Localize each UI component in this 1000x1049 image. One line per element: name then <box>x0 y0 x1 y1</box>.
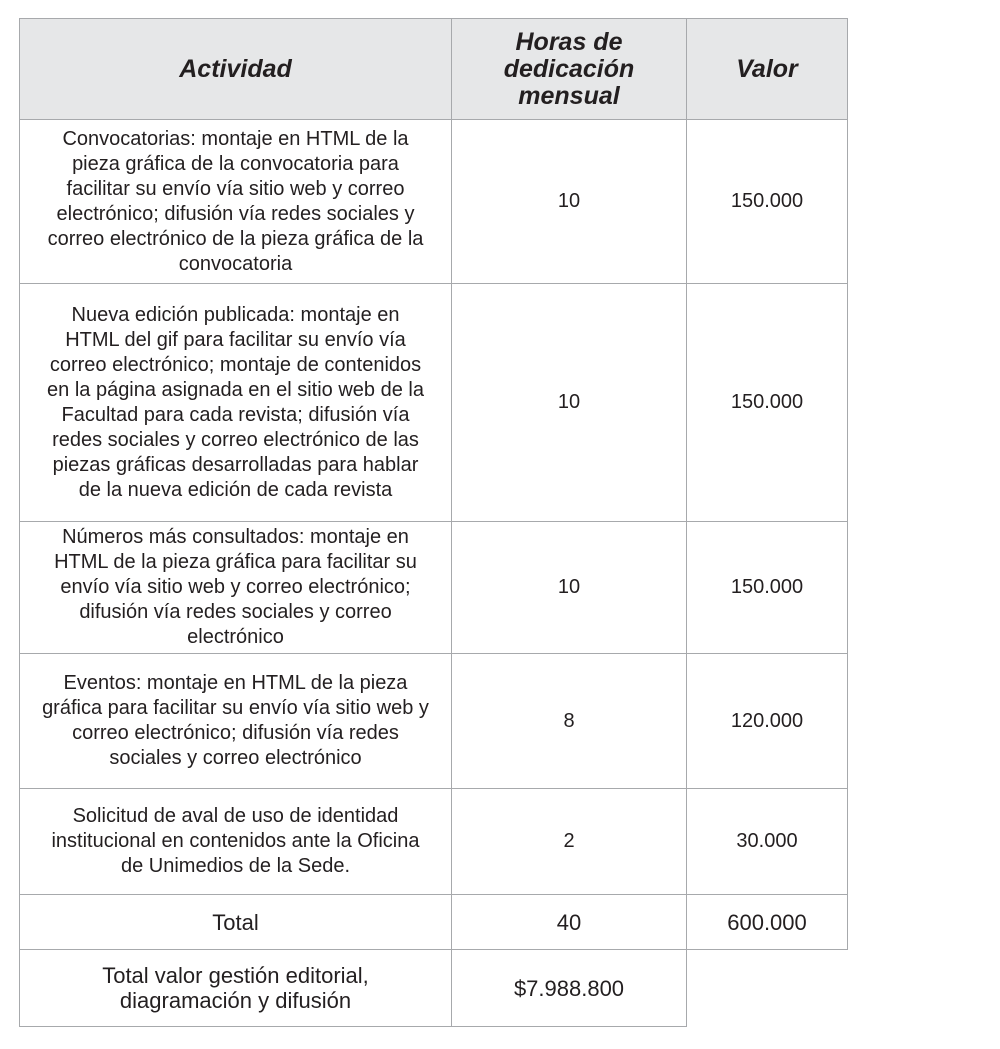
cell-valor: 30.000 <box>687 789 848 895</box>
table-row <box>20 522 848 654</box>
grand-total-label: Total valor gestión editorial, diagramación y difusión <box>20 950 452 1027</box>
cell-valor: 150.000 <box>687 120 848 284</box>
activity-cost-table <box>19 18 848 1027</box>
cell-actividad: Nueva edición publicada: montaje en HTML del gif para facilitar su envío vía correo electrónico; montaje de contenidos en la página asignada en el sitio web de la Facultad para cada revista; difusión vía redes sociales y correo electrónico de las piezas gráficas desarrolladas para hablar de la nueva edición de cada revista <box>20 284 452 522</box>
cell-valor: 150.000 <box>687 522 848 654</box>
cell-valor: 150.000 <box>687 284 848 522</box>
cell-valor: 120.000 <box>687 654 848 789</box>
total-label: Total <box>20 895 452 950</box>
cell-horas: 2 <box>452 789 687 895</box>
header-actividad: Actividad <box>20 19 452 120</box>
header-valor: Valor <box>687 19 848 120</box>
header-horas: Horas de dedicación mensual <box>452 19 687 120</box>
total-horas: 40 <box>452 895 687 950</box>
total-valor: 600.000 <box>687 895 848 950</box>
grand-total-row <box>20 950 848 1027</box>
cell-horas: 10 <box>452 284 687 522</box>
table-row <box>20 120 848 284</box>
table-row <box>20 654 848 789</box>
table-row <box>20 284 848 522</box>
cell-actividad: Convocatorias: montaje en HTML de la pieza gráfica de la convocatoria para facilitar su envío vía sitio web y correo electrónico; difusión vía redes sociales y correo electrónico de la pieza gráfica de la convocatoria <box>20 120 452 284</box>
cell-horas: 8 <box>452 654 687 789</box>
header-row <box>20 19 848 120</box>
table-row <box>20 789 848 895</box>
cell-actividad: Eventos: montaje en HTML de la pieza gráfica para facilitar su envío vía sitio web y correo electrónico; difusión vía redes sociales y correo electrónico <box>20 654 452 789</box>
cell-actividad: Solicitud de aval de uso de identidad institucional en contenidos ante la Oficina de Unimedios de la Sede. <box>20 789 452 895</box>
empty-cell <box>687 950 848 1027</box>
grand-total-value: $7.988.800 <box>452 950 687 1027</box>
cell-horas: 10 <box>452 522 687 654</box>
total-row <box>20 895 848 950</box>
cell-horas: 10 <box>452 120 687 284</box>
cell-actividad: Números más consultados: montaje en HTML de la pieza gráfica para facilitar su envío vía sitio web y correo electrónico; difusión vía redes sociales y correo electrónico <box>20 522 452 654</box>
